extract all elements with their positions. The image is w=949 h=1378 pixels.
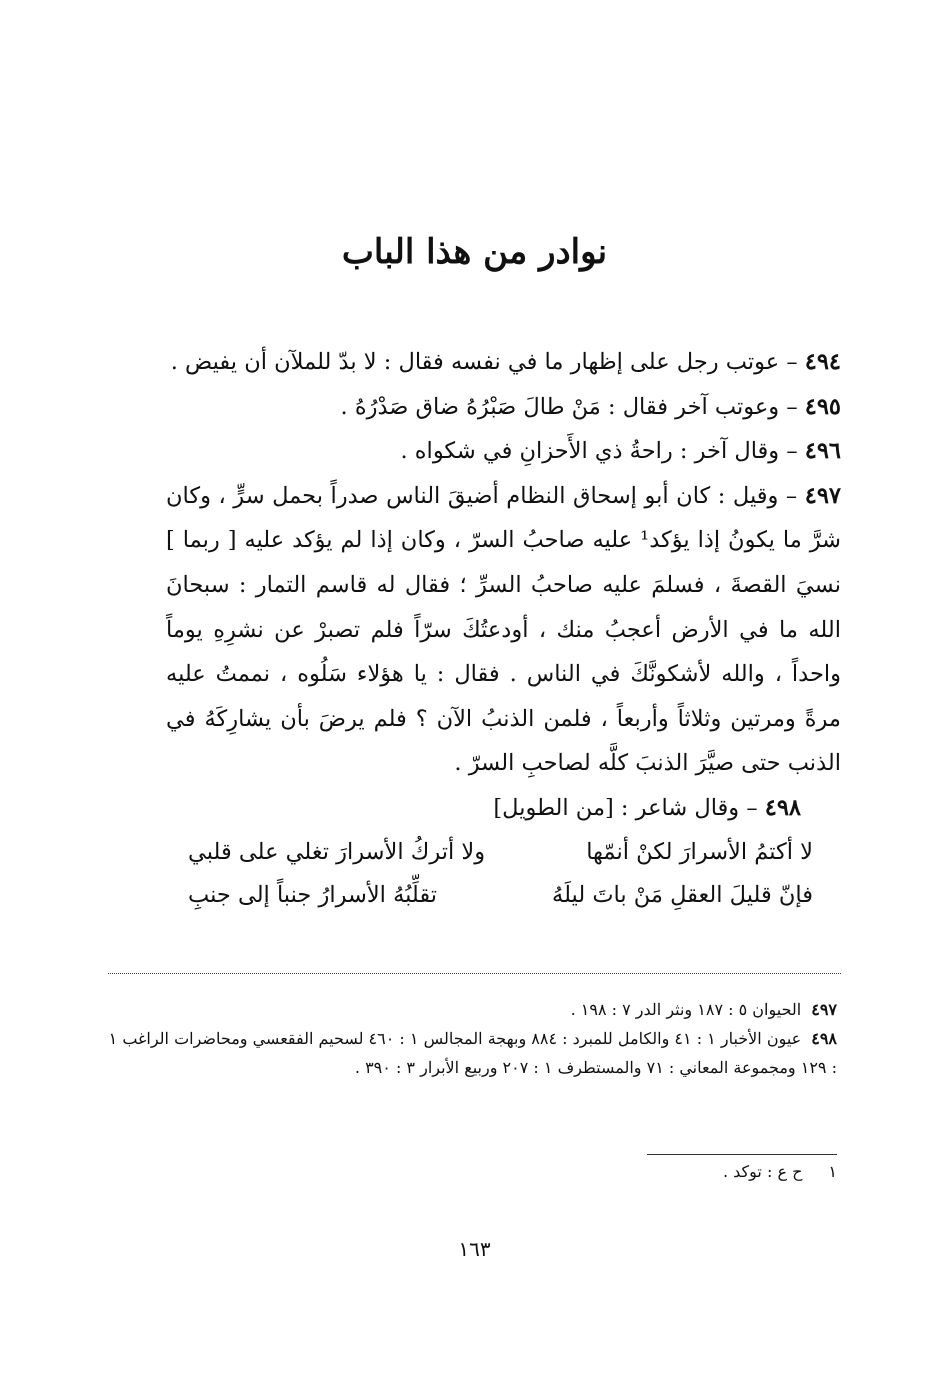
paragraph-text: – عوتب رجل على إظهار ما في نفسه فقال : لا بدّ للملآن أن يفيض .: [170, 349, 805, 375]
verse-hemistich-second: ولا أتركُ الأسرارَ تغلي على قلبي: [188, 838, 486, 865]
paragraph-495: [166, 385, 841, 430]
section-title: نوادر من هذا الباب: [341, 232, 608, 272]
source-note-498: [107, 1024, 837, 1082]
verse-line-2: [188, 874, 813, 917]
source-note-497: [107, 995, 837, 1024]
paragraph-text: – وقال آخر : راحةُ ذي الأَحزانِ في شكواه .: [400, 438, 805, 465]
page-number: ١٦٣: [458, 1237, 491, 1261]
footnote-mark: ١: [828, 1162, 837, 1181]
paragraph-498: [166, 786, 801, 831]
paragraph-494: [166, 340, 841, 385]
footnote: [723, 1162, 837, 1181]
footnote-text: ح ع : توكد .: [722, 1162, 803, 1181]
paragraph-text: – وقيل : كان أبو إسحاق النظام أضيقَ الناس صدراً بحمل سرٍّ ، وكان شرَّ ما يكونُ إذا يؤكد¹ عليه صاحبُ السرّ ، وكان إذا لم يؤكد عليه [ ربما ] نسيَ القصةَ ، فسلمَ عليه صاحبُ السرِّ ؛ فقال له قاسم التمار : سبحانَ الله ما في الأرض أعجبُ منك ، أودعتُكَ سرّاً فلم تصبرْ عن نشرِهِ يوماً واحداً ، والله لأشكونَّكَ في الناس . فقال : يا هؤلاء سَلُوه ، نممتُ عليه مرةً ومرتين وثلاثاً وأربعاً ، فلمن الذنبُ الآن ؟ فلم يرضَ بأن يشارِكَهُ في الذنب حتى صيَّرَ الذنبَ كلَّه لصاحبِ السرّ .: [166, 482, 841, 777]
paragraph-text: – وقال شاعر : [من الطويل]: [493, 794, 765, 821]
item-number: ٤٩٤: [804, 349, 841, 375]
verse-hemistich-first: لا أكتمُ الأسرارَ لكنْ أنمّها: [586, 838, 813, 865]
notes-separator: [108, 973, 841, 974]
footnote-rule: [647, 1154, 837, 1155]
item-number: ٤٩٨: [764, 794, 801, 821]
note-text: الحيوان ٥ : ١٨٧ ونثر الدر ٧ : ١٩٨ .: [570, 1000, 802, 1019]
paragraph-text: – وعوتب آخر فقال : مَنْ طالَ صَبْرُهُ ضاق صَدْرُهُ .: [340, 393, 805, 420]
item-number: ٤٩٦: [804, 438, 841, 465]
item-number: ٤٩٥: [804, 393, 841, 420]
verse-line-1: [188, 831, 813, 874]
note-number: ٤٩٨: [811, 1029, 837, 1048]
verse-hemistich-first: فإنّ قليلَ العقلِ مَنْ باتَ ليلَهُ: [552, 881, 813, 908]
paragraph-497: [166, 474, 841, 786]
note-text: عيون الأخبار ١ : ٤١ والكامل للمبرد : ٨٨٤ وبهجة المجالس ١ : ٤٦٠ لسحيم الفقعسي ومحاضرات الراغب ١ : ١٢٩ ومجموعة المعاني : ٧١ والمستطرف ١ : ٢٠٧ وربيع الأبرار ٣ : ٣٩٠ .: [108, 1029, 837, 1077]
source-notes: [107, 995, 837, 1082]
paragraph-496: [166, 429, 841, 474]
verse-hemistich-second: تقلِّبُهُ الأسرارُ جنباً إلى جنبِ: [188, 881, 438, 908]
note-number: ٤٩٧: [811, 1000, 837, 1019]
main-text: [166, 340, 841, 917]
item-number: ٤٩٧: [804, 482, 841, 509]
